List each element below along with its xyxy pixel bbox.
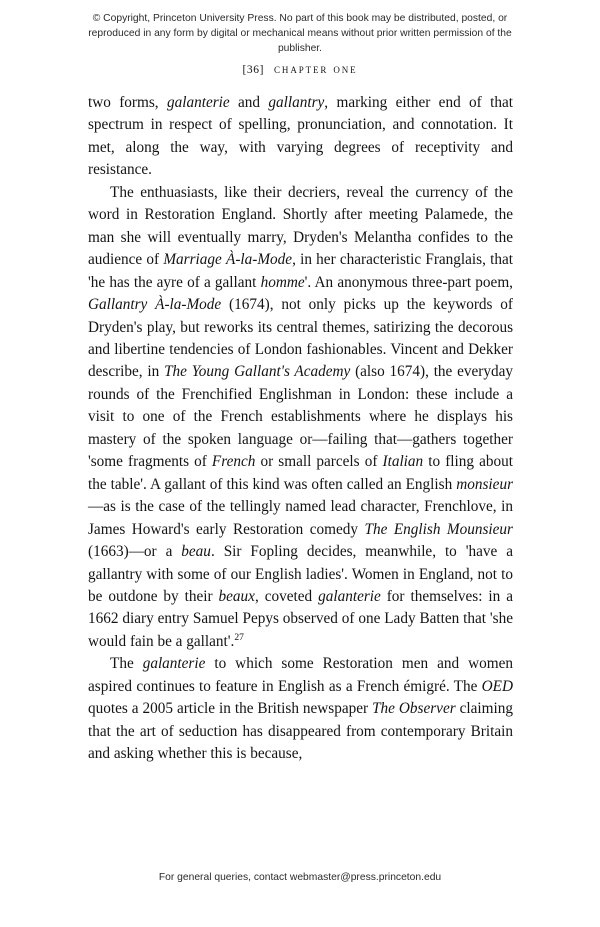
copyright-notice: © Copyright, Princeton University Press. No part of this book may be distributed, posted, or reproduced in any form by digital or mechanical means without prior written permission of the publisher.	[88, 13, 512, 55]
running-head	[88, 62, 512, 77]
body-text-column	[88, 92, 513, 766]
chapter-label: chapter one	[274, 62, 358, 76]
page-folio-number: [36]	[242, 64, 265, 76]
para-galanterie-oed: The galanterie to which some Restoration men and women aspired continues to feature in English as a French émigré. The OED quotes a 2005 article in the British newspaper The Observer claiming that the art of seduction has disappeared from contemporary Britain and asking whether this is because,	[88, 655, 513, 763]
para-enthusiasts: The enthuasiasts, like their decriers, reveal the currency of the word in Restoration England. Shortly after meeting Palamede, the man she will eventually marry, Dryden's Melantha confides to the audience of Marriage À-la-Mode, in her characteristic Franglais, that 'he has the ayre of a gallant homme'. An anonymous three-part poem, Gallantry À-la-Mode (1674), not only picks up the keywords of Dryden's play, but reworks its central themes, satirizing the decorous and libertine tendencies of London fashionables. Vincent and Dekker describe, in The Young Gallant's Academy (also 1674), the everyday rounds of the Frenchified Englishman in London: these include a visit to one of the French establishments where he displays his mastery of the spoken language or—failing that—gathers together 'some fragments of French or small parcels of Italian to fling about the table'. A gallant of this kind was often called an English monsieur—as is the case of the tellingly named lead character, Frenchlove, in James Howard's early Restoration comedy The English Mounsieur (1663)—or a beau. Sir Fopling decides, meanwhile, to 'have a gallantry with some of our English ladies'. Women in England, not to be outdone by their beaux, coveted galanterie for themselves: in a 1662 diary entry Samuel Pepys observed of one Lady Batten that 'she would fain be a gallant'.$^{27}$	[88, 183, 514, 650]
footnote-marker: 27	[234, 631, 244, 643]
footer-notice: For general queries, contact webmaster@press.princeton.edu	[158, 872, 442, 883]
para-continued: two forms, galanterie and gallantry, marking either end of that spectrum in respect of spelling, pronunciation, and connotation. It met, along the way, with varying degrees of receptivity and resistance.	[88, 94, 513, 179]
